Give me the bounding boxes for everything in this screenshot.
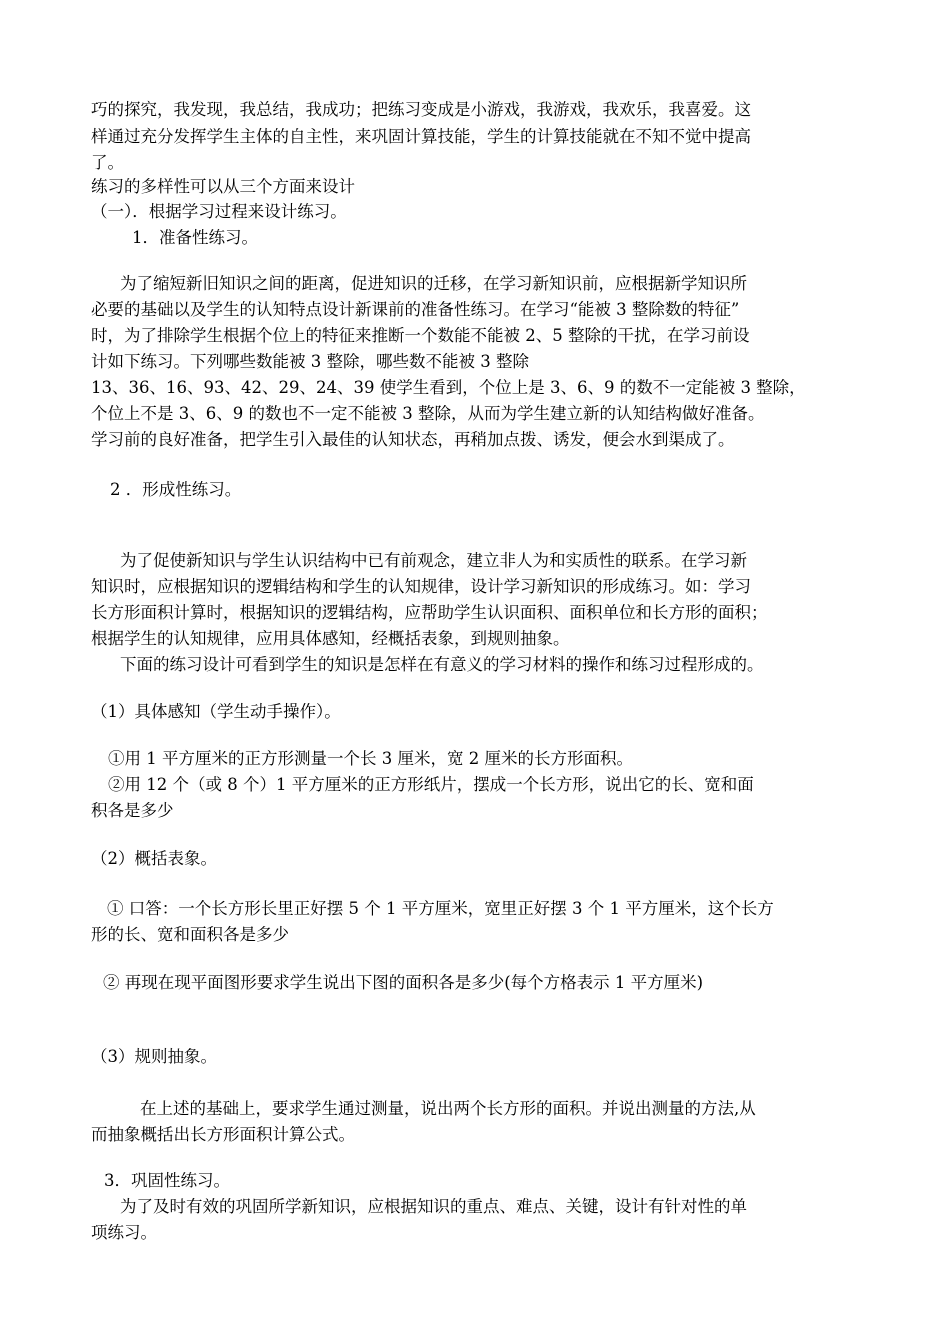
list-item: ②用 12 个（或 8 个）1 平方厘米的正方形纸片，摆成一个长方形，说出它的长、宽和面 [108, 775, 754, 794]
paragraph-line: 个位上不是 3、6、9 的数也不一定不能被 3 整除，从而为学生建立新的认知结构做好准备。 [91, 404, 765, 423]
paragraph-line: 为了缩短新旧知识之间的距离，促进知识的迁移，在学习新知识前，应根据新学知识所 [120, 274, 747, 293]
subsection-heading: 1．准备性练习。 [132, 228, 258, 247]
paragraph-line: 而抽象概括出长方形面积计算公式。 [91, 1125, 355, 1144]
paragraph-line: 项练习。 [91, 1223, 157, 1242]
paragraph-line: 为了及时有效的巩固所学新知识，应根据知识的重点、难点、关键，设计有针对性的单 [120, 1197, 747, 1216]
list-item: ① 口答：一个长方形长里正好摆 5 个 1 平方厘米，宽里正好摆 3 个 1 平方厘米，这个长方 [107, 899, 774, 918]
list-item: ①用 1 平方厘米的正方形测量一个长 3 厘米，宽 2 厘米的长方形面积。 [108, 749, 633, 768]
paragraph-line: 计如下练习。下列哪些数能被 3 整除，哪些数不能被 3 整除 [91, 352, 529, 371]
paragraph-line: 知识时，应根据知识的逻辑结构和学生的认知规律，设计学习新知识的形成练习。如：学习 [91, 577, 751, 596]
paragraph-line: 时，为了排除学生根据个位上的特征来推断一个数能不能被 2、5 整除的干扰，在学习前设 [91, 326, 750, 345]
paragraph-line: 13、36、16、93、42、29、24、39 使学生看到，个位上是 3、6、9 的数不一定能被 3 整除， [91, 378, 806, 397]
item-heading: （1）具体感知（学生动手操作）。 [91, 702, 341, 721]
section-heading: 练习的多样性可以从三个方面来设计 [91, 177, 355, 196]
subsection-heading: 2 ．形成性练习。 [110, 480, 242, 499]
paragraph-line: 学习前的良好准备，把学生引入最佳的认知状态，再稍加点拨、诱发，便会水到渠成了。 [91, 430, 735, 449]
paragraph-line: 在上述的基础上，要求学生通过测量，说出两个长方形的面积。并说出测量的方法,从 [140, 1099, 756, 1118]
list-item: 形的长、宽和面积各是多少 [91, 925, 289, 944]
list-item: 积各是多少 [91, 801, 174, 820]
item-heading: （3）规则抽象。 [91, 1047, 217, 1066]
paragraph-line: 必要的基础以及学生的认知特点设计新课前的准备性练习。在学习“能被 3 整除数的特征” [91, 300, 740, 319]
paragraph-line: 了。 [91, 153, 124, 172]
list-item: ② 再现在现平面图形要求学生说出下图的面积各是多少(每个方格表示 1 平方厘米) [103, 973, 704, 992]
paragraph-line: 根据学生的认知规律，应用具体感知，经概括表象，到规则抽象。 [91, 629, 570, 648]
subsection-heading: 3．巩固性练习。 [104, 1171, 230, 1190]
paragraph-line: 巧的探究，我发现，我总结，我成功；把练习变成是小游戏，我游戏，我欢乐，我喜爱。这 [91, 100, 751, 119]
item-heading: （2）概括表象。 [91, 849, 217, 868]
paragraph-line: 长方形面积计算时，根据知识的逻辑结构，应帮助学生认识面积、面积单位和长方形的面积； [91, 603, 768, 622]
paragraph-line: 样通过充分发挥学生主体的自主性，来巩固计算技能，学生的计算技能就在不知不觉中提高 [91, 127, 751, 146]
paragraph-line: 为了促使新知识与学生认识结构中已有前观念，建立非人为和实质性的联系。在学习新 [120, 551, 747, 570]
paragraph-line: 下面的练习设计可看到学生的知识是怎样在有意义的学习材料的操作和练习过程形成的。 [120, 655, 764, 674]
section-heading: （一）．根据学习过程来设计练习。 [91, 202, 347, 221]
